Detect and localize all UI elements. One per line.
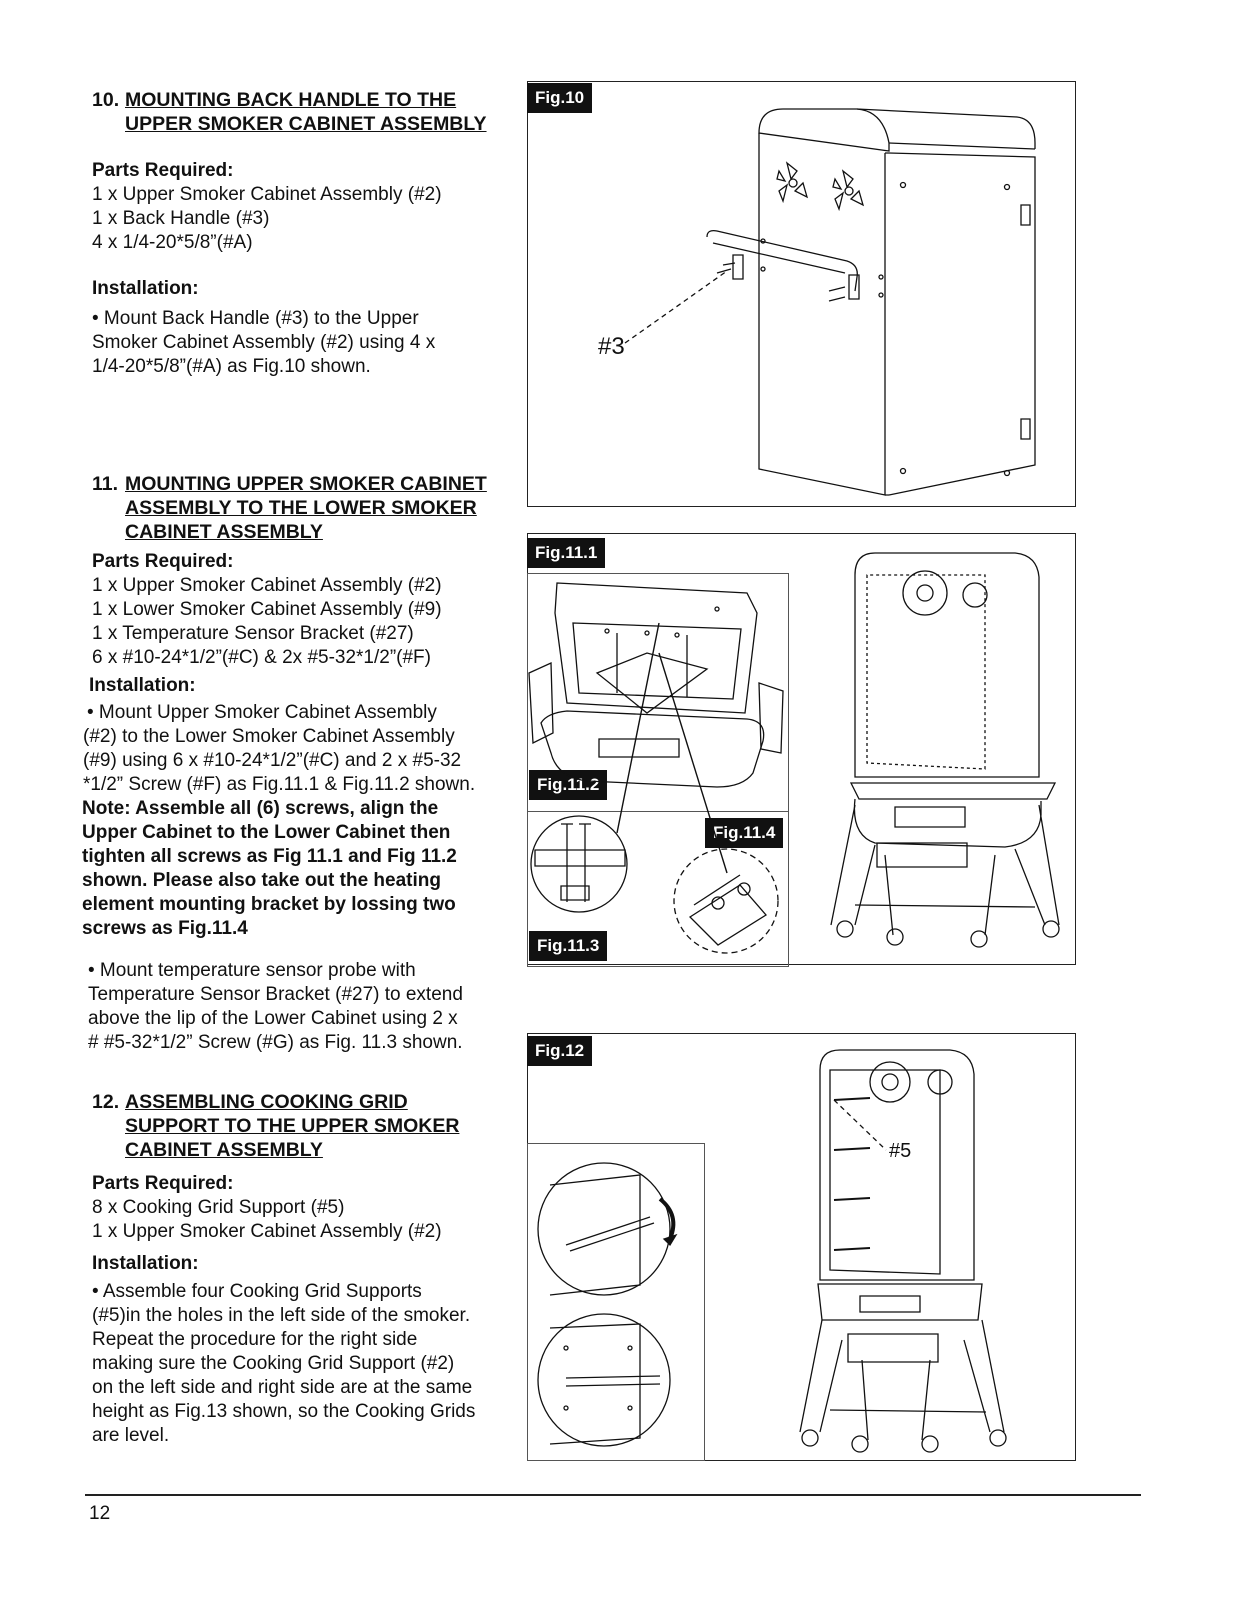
section-12-install-title: Installation: xyxy=(92,1253,199,1274)
text-line: # #5-32*1/2” Screw (#G) as Fig. 11.3 shown. xyxy=(88,1032,463,1053)
fig12-label: Fig.12 xyxy=(527,1036,592,1066)
text-line: making sure the Cooking Grid Support (#2) xyxy=(92,1353,455,1374)
section-10-install-text xyxy=(92,307,435,379)
text-line: Repeat the procedure for the right side xyxy=(92,1329,418,1350)
fig12-grid-support-detail-lower xyxy=(530,1308,690,1458)
page-number: 12 xyxy=(89,1503,111,1524)
section-10-parts-title: Parts Required: xyxy=(92,160,234,181)
section-11-install-text xyxy=(83,701,475,797)
fig10-callout-3: #3 xyxy=(598,333,625,360)
section-11-parts-title: Parts Required: xyxy=(92,551,234,572)
fig10-cabinet-illustration xyxy=(527,81,1076,507)
section-10-parts-list xyxy=(92,183,442,255)
text-line: 1/4-20*5/8”(#A) as Fig.10 shown. xyxy=(92,356,371,377)
text-line: Upper Cabinet to the Lower Cabinet then xyxy=(82,822,451,843)
text-line: • Mount temperature sensor probe with xyxy=(88,960,416,981)
text-line: shown. Please also take out the heating xyxy=(82,870,441,891)
part-item: 1 x Upper Smoker Cabinet Assembly (#2) xyxy=(92,575,442,596)
fig11-4-bracket-detail xyxy=(670,845,790,955)
part-item: 1 x Lower Smoker Cabinet Assembly (#9) xyxy=(92,599,442,620)
text-line: Temperature Sensor Bracket (#27) to extend xyxy=(88,984,463,1005)
part-item: 1 x Upper Smoker Cabinet Assembly (#2) xyxy=(92,184,442,205)
text-line: (#5)in the holes in the left side of the smoker. xyxy=(92,1305,471,1326)
fig11-2-label: Fig.11.2 xyxy=(529,770,607,800)
text-line: (#2) to the Lower Smoker Cabinet Assembly xyxy=(83,726,455,747)
text-line: screws as Fig.11.4 xyxy=(82,918,248,939)
part-item: 1 x Upper Smoker Cabinet Assembly (#2) xyxy=(92,1221,442,1242)
text-line: • Mount Upper Smoker Cabinet Assembly xyxy=(87,702,437,723)
part-item: 1 x Back Handle (#3) xyxy=(92,208,270,229)
section-11-heading: 11. MOUNTING UPPER SMOKER CABINET ASSEMBLY TO THE LOWER SMOKER CABINET ASSEMBLY xyxy=(92,473,487,543)
text-line: • Mount Back Handle (#3) to the Upper xyxy=(92,308,419,329)
part-item: 1 x Temperature Sensor Bracket (#27) xyxy=(92,623,414,644)
section-10-install-title: Installation: xyxy=(92,278,199,299)
text-line: Smoker Cabinet Assembly (#2) using 4 x xyxy=(92,332,436,353)
section-11-note xyxy=(82,797,457,941)
text-line: are level. xyxy=(92,1425,170,1446)
section-10-heading: 10. MOUNTING BACK HANDLE TO THE UPPER SMOKER CABINET ASSEMBLY xyxy=(92,89,487,135)
fig12-callout-5: #5 xyxy=(889,1140,912,1162)
section-11-parts-list xyxy=(92,574,442,670)
text-line: element mounting bracket by lossing two xyxy=(82,894,456,915)
section-12-parts-list xyxy=(92,1196,442,1244)
fig12-grid-support-detail-upper xyxy=(530,1155,690,1305)
text-line: height as Fig.13 shown, so the Cooking Grids xyxy=(92,1401,476,1422)
section-12-heading: 12. ASSEMBLING COOKING GRID SUPPORT TO THE UPPER SMOKER CABINET ASSEMBLY xyxy=(92,1091,460,1161)
section-12-install-text xyxy=(92,1280,475,1448)
fig12-full-smoker-illustration xyxy=(790,1040,1040,1456)
part-item: 6 x #10-24*1/2”(#C) & 2x #5-32*1/2”(#F) xyxy=(92,647,431,668)
footer-rule xyxy=(85,1494,1141,1496)
text-line: (#9) using 6 x #10-24*1/2”(#C) and 2 x #5-32 xyxy=(83,750,462,771)
fig10-label: Fig.10 xyxy=(527,83,592,113)
text-line: • Assemble four Cooking Grid Supports xyxy=(92,1281,422,1302)
section-11-install-title: Installation: xyxy=(89,675,196,696)
fig11-1-label: Fig.11.1 xyxy=(527,538,605,568)
text-line: tighten all screws as Fig 11.1 and Fig 11.2 xyxy=(82,846,457,867)
fig11-4-label: Fig.11.4 xyxy=(705,818,783,848)
text-line: on the left side and right side are at the same xyxy=(92,1377,473,1398)
text-line: Note: Assemble all (6) screws, align the xyxy=(82,798,439,819)
part-item: 8 x Cooking Grid Support (#5) xyxy=(92,1197,345,1218)
text-line: above the lip of the Lower Cabinet using 2 x xyxy=(88,1008,458,1029)
fig11-3-label: Fig.11.3 xyxy=(529,931,607,961)
section-11-install-text-2 xyxy=(88,959,463,1055)
fig11-full-smoker-illustration xyxy=(815,545,1065,957)
part-item: 4 x 1/4-20*5/8”(#A) xyxy=(92,232,253,253)
section-12-parts-title: Parts Required: xyxy=(92,1173,234,1194)
text-line: *1/2” Screw (#F) as Fig.11.1 & Fig.11.2 shown. xyxy=(83,774,476,795)
